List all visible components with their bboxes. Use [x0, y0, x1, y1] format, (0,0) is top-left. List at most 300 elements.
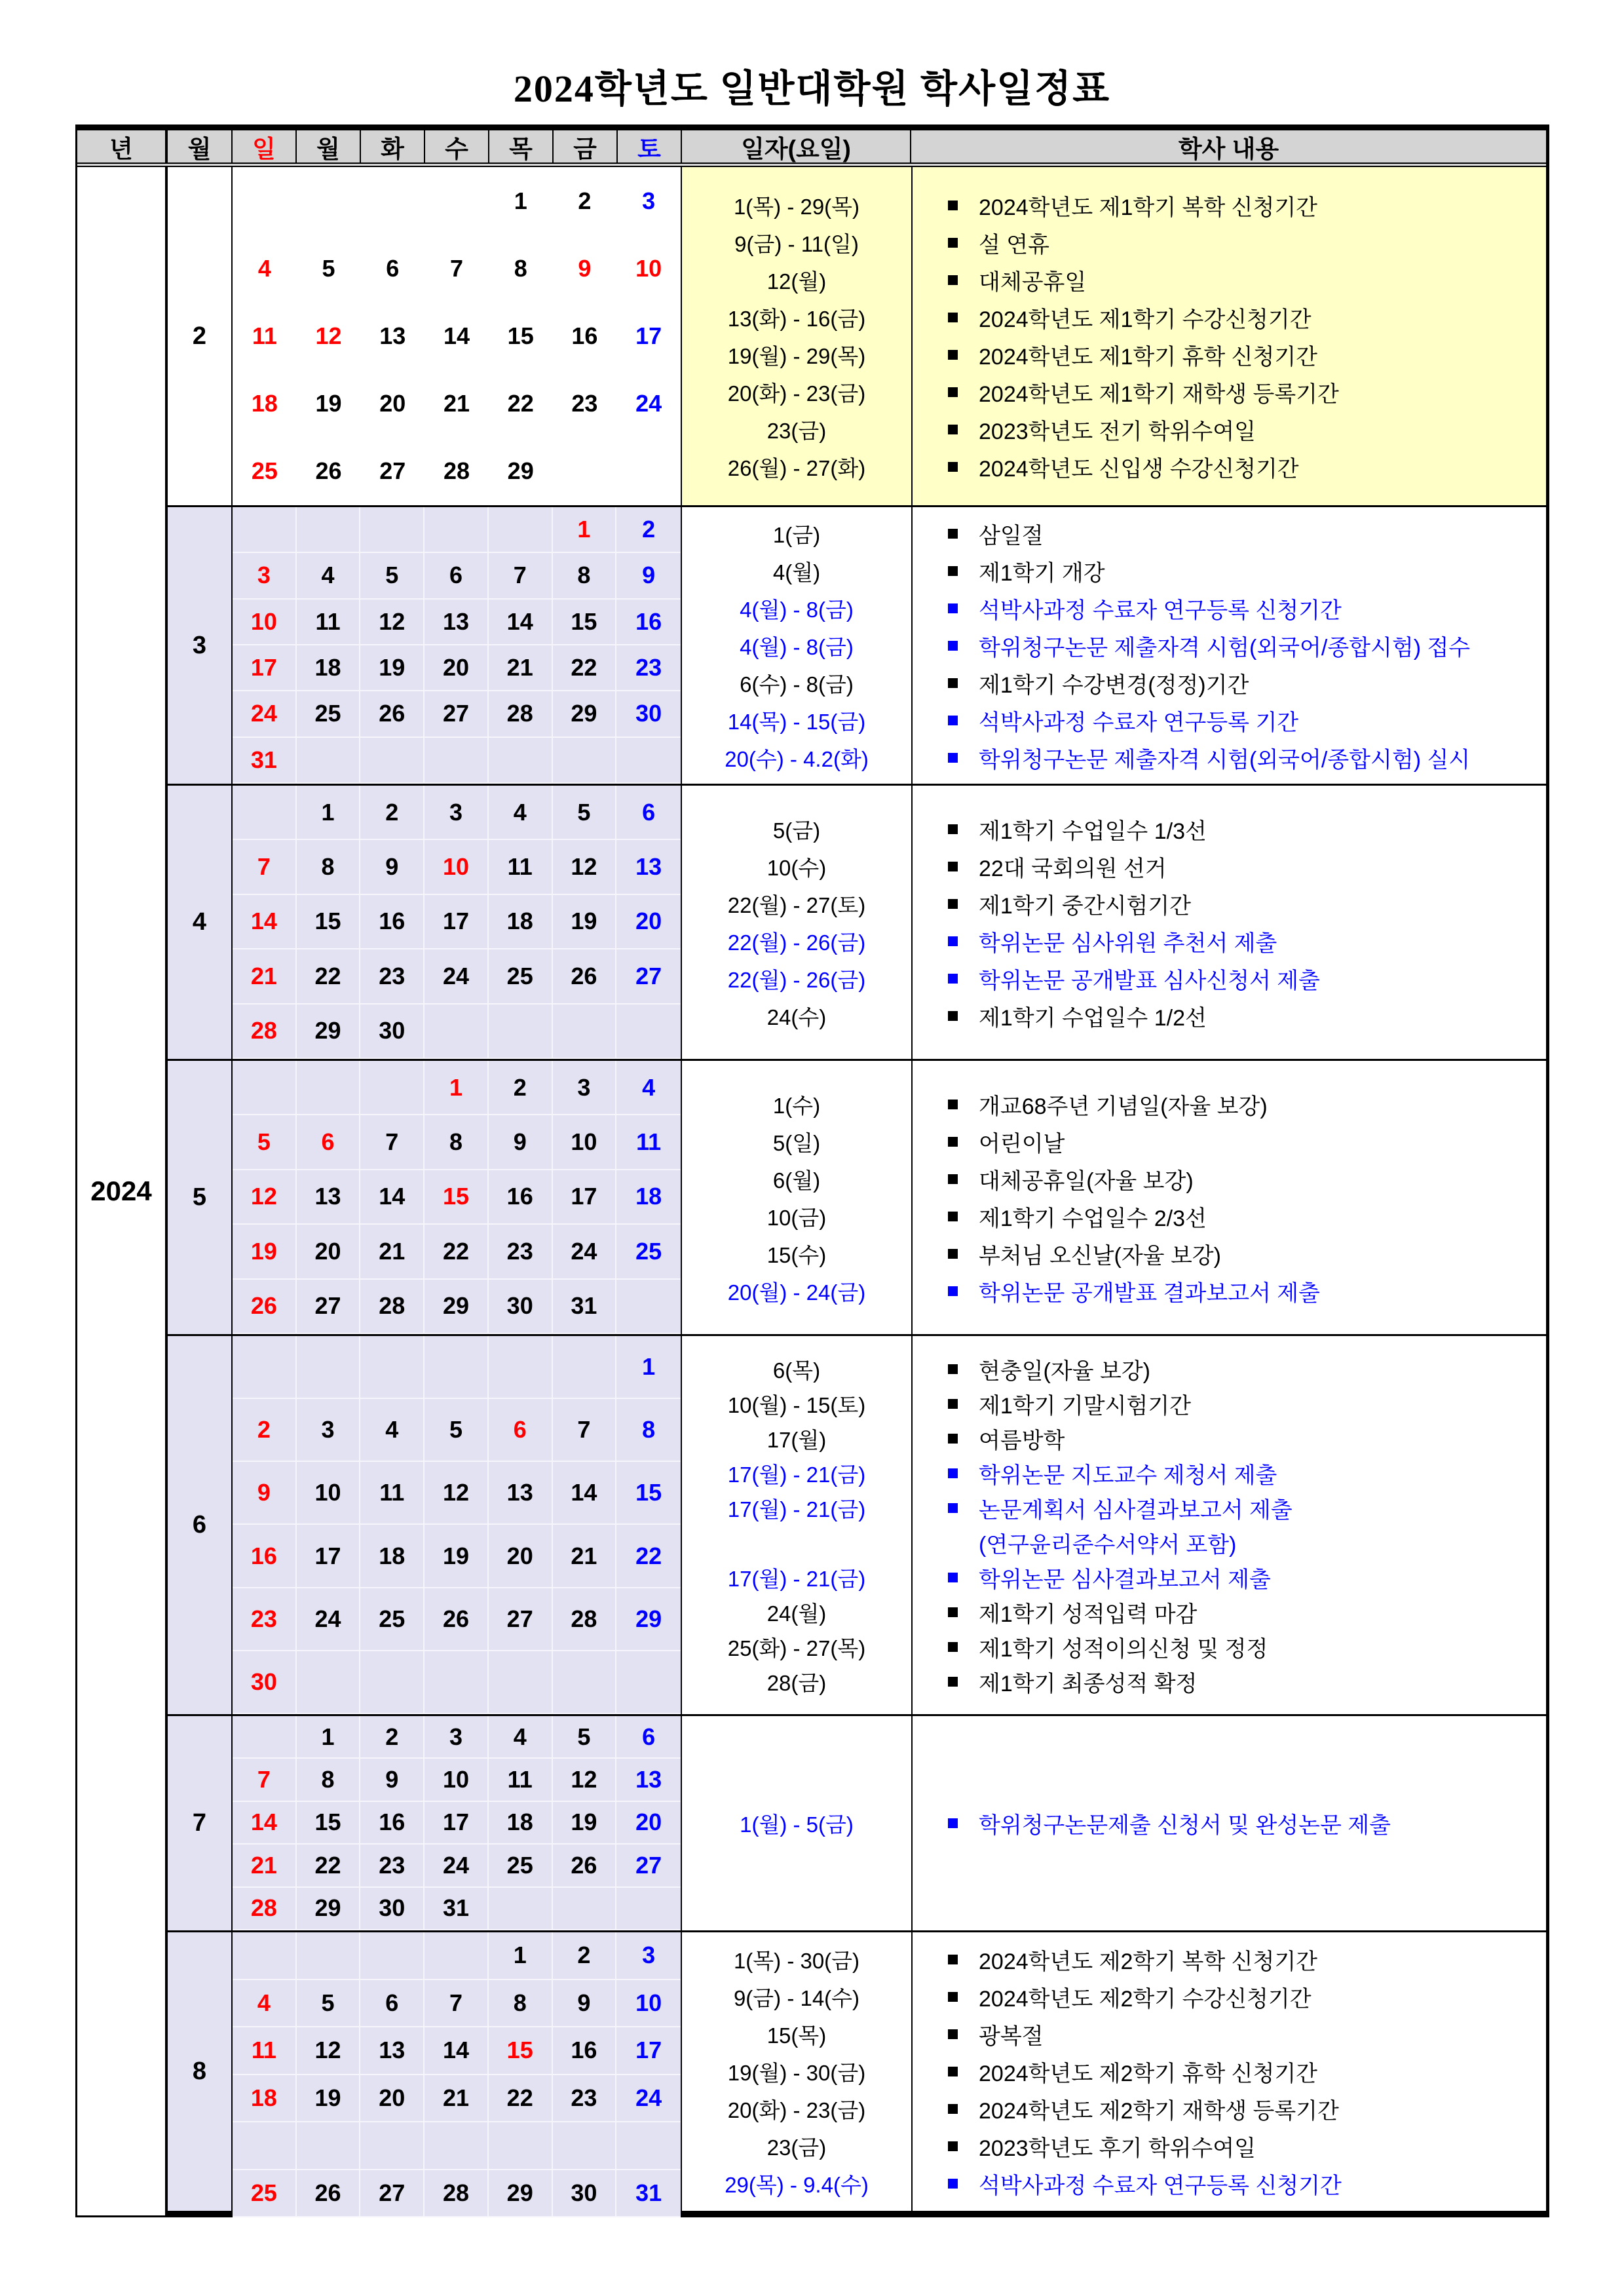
calendar-day: 1 [425, 1061, 489, 1115]
calendar-empty-cell [360, 1651, 425, 1714]
calendar-day: 31 [425, 1888, 489, 1930]
calendar-empty-cell [233, 167, 297, 235]
calendar-day: 18 [616, 1170, 681, 1225]
calendar-day: 19 [233, 1225, 297, 1279]
calendar-empty-cell [360, 167, 425, 235]
event-entry [911, 1423, 1546, 1455]
calendar-day: 13 [425, 600, 489, 645]
month-schedule [682, 1716, 1546, 1930]
event-text: 대체공휴일(자율 보강) [979, 1168, 1194, 1194]
calendar-empty-cell [616, 1888, 681, 1930]
calendar-day: 11 [489, 1759, 553, 1801]
table-body [77, 167, 1546, 2217]
calendar-day: 5 [297, 1980, 361, 2028]
calendar-day: 5 [360, 553, 425, 599]
calendar-day: 8 [297, 1759, 361, 1801]
calendar-empty-cell [297, 1651, 361, 1714]
month-label-cell [168, 1716, 233, 1930]
calendar-day: 23 [553, 2075, 617, 2123]
calendar-day: 17 [616, 2027, 681, 2075]
calendar-day: 12 [315, 322, 342, 349]
calendar-day: 10 [425, 840, 489, 894]
calendar-empty-cell [360, 738, 425, 784]
mini-calendar [233, 1716, 682, 1930]
event-text: 개교68주년 기념일(자율 보강) [979, 1094, 1268, 1119]
event-text: 학위논문 심사결과보고서 제출 [979, 1567, 1271, 1592]
event-entry [911, 1238, 1546, 1270]
date-column-divider [911, 786, 913, 1059]
event-entry [911, 2056, 1546, 2088]
calendar-day: 2 [553, 1932, 617, 1980]
calendar-day: 8 [514, 254, 527, 282]
calendar-empty-cell [233, 1932, 297, 1980]
calendar-day: 24 [616, 2075, 681, 2123]
calendar-day: 13 [360, 2027, 425, 2075]
calendar-day: 25 [233, 2170, 297, 2218]
bullet-square-icon [948, 678, 958, 688]
month-row-8 [168, 1930, 1546, 2217]
event-entry [911, 1631, 1546, 1663]
event-row [682, 664, 1546, 702]
bullet-square-icon [948, 2179, 958, 2189]
month-label: 6 [192, 1511, 207, 1539]
month-schedule [682, 1061, 1546, 1334]
month-schedule [682, 1336, 1546, 1714]
bullet-square-icon [948, 2067, 958, 2076]
event-row [682, 1664, 1546, 1699]
event-text: 학위논문 지도교수 제청서 제출 [979, 1463, 1277, 1488]
calendar-empty-cell [233, 2122, 297, 2170]
event-text: 학위청구논문 제출자격 시험(외국어/종합시험) 실시 [979, 747, 1471, 773]
calendar-day: 5 [322, 254, 335, 282]
calendar-day: 24 [425, 949, 489, 1004]
calendar-day: 26 [233, 1280, 297, 1334]
calendar-day: 12 [360, 600, 425, 645]
event-entry [911, 376, 1546, 408]
event-date: 20(월) - 24(금) [727, 1280, 866, 1305]
bullet-square-icon [948, 603, 958, 613]
event-date: 4(월) [772, 560, 821, 584]
calendar-day: 10 [553, 1115, 617, 1170]
bullet-square-icon [948, 1100, 958, 1109]
header-date-col: 일자(요일) [682, 130, 911, 163]
event-entry [911, 451, 1546, 483]
event-row [682, 923, 1546, 960]
calendar-day: 12 [553, 1759, 617, 1801]
calendar-empty-cell [297, 738, 361, 784]
event-row [682, 960, 1546, 997]
calendar-day: 31 [616, 2170, 681, 2218]
calendar-day: 30 [233, 1651, 297, 1714]
calendar-day: 8 [489, 1980, 553, 2028]
calendar-day: 8 [425, 1115, 489, 1170]
event-date: 1(월) - 5(금) [740, 1812, 854, 1837]
event-entry [911, 630, 1546, 662]
calendar-day: 26 [553, 1845, 617, 1887]
bullet-square-icon [948, 425, 958, 434]
event-entry [911, 189, 1546, 221]
calendar-day: 31 [553, 1280, 617, 1334]
calendar-day: 12 [233, 1170, 297, 1225]
calendar-day: 17 [553, 1170, 617, 1225]
month-schedule [682, 167, 1546, 505]
event-text: 제1학기 수강변경(정정)기간 [979, 672, 1249, 698]
event-date: 6(목) [772, 1358, 821, 1383]
calendar-day: 21 [233, 949, 297, 1004]
event-entry [911, 742, 1546, 774]
month-row-2 [168, 167, 1546, 505]
calendar-day: 9 [553, 1980, 617, 2028]
calendar-day: 3 [233, 553, 297, 599]
calendar-empty-cell [425, 1651, 489, 1714]
calendar-empty-cell [233, 1336, 297, 1399]
event-row [682, 448, 1546, 486]
calendar-day: 22 [297, 949, 361, 1004]
calendar-day: 28 [233, 1004, 297, 1059]
event-row [682, 2016, 1546, 2053]
year-column [77, 167, 168, 2217]
calendar-day: 11 [252, 322, 277, 349]
calendar-day: 9 [489, 1115, 553, 1170]
calendar-day: 1 [297, 1716, 361, 1759]
calendar-day: 15 [425, 1170, 489, 1225]
event-row [682, 2165, 1546, 2202]
event-text: 제1학기 개강 [979, 560, 1105, 586]
calendar-day: 22 [489, 2075, 553, 2123]
calendar-day: 20 [616, 895, 681, 949]
event-date: 13(화) - 16(금) [727, 307, 866, 331]
event-date: 17(월) - 21(금) [727, 1566, 866, 1591]
calendar-day: 15 [616, 1462, 681, 1525]
event-entry [911, 1943, 1546, 1976]
event-row [682, 1160, 1546, 1198]
event-entry [911, 1457, 1546, 1489]
event-text: 2024학년도 제1학기 재학생 등록기간 [979, 382, 1339, 407]
date-column-divider [911, 167, 913, 505]
bullet-square-icon [948, 1364, 958, 1374]
calendar-day: 18 [251, 390, 278, 417]
bullet-square-icon [948, 462, 958, 472]
event-date: 25(화) - 27(목) [727, 1636, 866, 1660]
event-entry [911, 518, 1546, 550]
event-row [682, 1123, 1546, 1160]
calendar-day: 7 [360, 1115, 425, 1170]
calendar-empty-cell [360, 1932, 425, 1980]
calendar-day: 22 [553, 645, 617, 691]
event-entry [911, 2168, 1546, 2200]
event-entry [911, 1527, 1546, 1559]
calendar-day: 21 [360, 1225, 425, 1279]
calendar-day: 1 [514, 187, 527, 214]
calendar-day: 22 [507, 390, 534, 417]
date-column-divider [911, 1932, 913, 2211]
event-entry [911, 1275, 1546, 1307]
event-row [682, 997, 1546, 1035]
calendar-day: 23 [489, 1225, 553, 1279]
event-row [682, 627, 1546, 664]
event-date: 1(목) - 30(금) [733, 1949, 860, 1973]
event-entry [911, 2093, 1546, 2125]
calendar-empty-cell [553, 738, 617, 784]
calendar-day: 10 [616, 1980, 681, 2028]
header-month: 월 [168, 130, 233, 163]
calendar-day: 27 [616, 1845, 681, 1887]
calendar-day: 7 [553, 1399, 617, 1462]
calendar-day: 3 [425, 786, 489, 840]
calendar-day: 28 [443, 457, 470, 485]
event-entry [911, 1163, 1546, 1195]
calendar-day: 21 [233, 1845, 297, 1887]
calendar-empty-cell [297, 2122, 361, 2170]
calendar-day: 25 [360, 1588, 425, 1651]
calendar-day: 26 [297, 2170, 361, 2218]
event-text: 삼일절 [979, 523, 1044, 548]
event-entry [911, 1561, 1546, 1594]
month-label-cell [168, 1932, 233, 2217]
mini-calendar [233, 507, 682, 784]
calendar-day: 17 [425, 1802, 489, 1845]
calendar-day: 23 [571, 390, 598, 417]
event-text: 제1학기 수업일수 1/2선 [979, 1005, 1207, 1031]
calendar-empty-cell [616, 1004, 681, 1059]
calendar-empty-cell [233, 786, 297, 840]
event-row [682, 1086, 1546, 1123]
calendar-day: 29 [297, 1888, 361, 1930]
calendar-day: 3 [616, 1932, 681, 1980]
calendar-empty-cell [489, 738, 553, 784]
event-text: 제1학기 성적이의신청 및 정정 [979, 1636, 1268, 1662]
event-date: 4(월) - 8(금) [740, 634, 854, 659]
bullet-square-icon [948, 753, 958, 763]
calendar-day: 28 [425, 2170, 489, 2218]
bullet-square-icon [948, 350, 958, 360]
calendar-day: 3 [425, 1716, 489, 1759]
event-date: 9(금) - 14(수) [733, 1986, 860, 2010]
calendar-day: 19 [360, 645, 425, 691]
calendar-day: 10 [635, 254, 662, 282]
calendar-empty-cell [425, 507, 489, 553]
calendar-day: 2 [233, 1399, 297, 1462]
event-text: 2024학년도 제1학기 수강신청기간 [979, 307, 1312, 332]
calendar-empty-cell [233, 1061, 297, 1115]
calendar-day: 25 [297, 691, 361, 737]
calendar-day: 7 [233, 1759, 297, 1801]
calendar-empty-cell [553, 1651, 617, 1714]
calendar-day: 19 [553, 895, 617, 949]
bullet-square-icon [948, 566, 958, 576]
event-text: 대체공휴일 [979, 270, 1087, 295]
calendar-day: 2 [360, 1716, 425, 1759]
calendar-day: 17 [425, 895, 489, 949]
calendar-day: 28 [360, 1280, 425, 1334]
event-row [682, 1421, 1546, 1456]
event-date: 24(수) [766, 1004, 827, 1029]
calendar-day: 30 [360, 1888, 425, 1930]
calendar-day: 8 [616, 1399, 681, 1462]
event-text: 2023학년도 후기 학위수여일 [979, 2136, 1256, 2161]
calendar-day: 8 [297, 840, 361, 894]
calendar-day: 2 [489, 1061, 553, 1115]
event-row [682, 261, 1546, 299]
event-date: 20(수) - 4.2(화) [725, 746, 869, 771]
months-col [168, 167, 1546, 2217]
calendar-day: 24 [553, 1225, 617, 1279]
month-row-4 [168, 784, 1546, 1059]
event-row [682, 1978, 1546, 2016]
event-date: 1(수) [772, 1093, 821, 1118]
event-row [682, 1525, 1546, 1560]
calendar-day: 25 [251, 457, 278, 485]
calendar-day: 11 [360, 1462, 425, 1525]
calendar-day: 26 [315, 457, 342, 485]
event-entry [911, 264, 1546, 296]
calendar-empty-cell [297, 507, 361, 553]
event-row [682, 1941, 1546, 1978]
event-date: 20(화) - 23(금) [727, 381, 866, 406]
event-row [682, 848, 1546, 885]
event-date: 19(월) - 30(금) [727, 2061, 866, 2085]
calendar-day: 14 [233, 1802, 297, 1845]
calendar-empty-cell [360, 2122, 425, 2170]
calendar-day: 13 [379, 322, 406, 349]
calendar-empty-cell [297, 1061, 361, 1115]
event-row [682, 2090, 1546, 2128]
event-text: 학위논문 공개발표 결과보고서 제출 [979, 1280, 1320, 1306]
calendar-day: 28 [553, 1588, 617, 1651]
event-row [682, 1805, 1546, 1842]
calendar-day: 18 [489, 895, 553, 949]
event-entry [911, 301, 1546, 334]
calendar-day: 23 [233, 1588, 297, 1651]
event-text: 2024학년도 제2학기 휴학 신청기간 [979, 2061, 1318, 2086]
calendar-day: 9 [360, 1759, 425, 1801]
header-day-6: 토 [618, 130, 682, 163]
month-label-cell [168, 786, 233, 1059]
calendar-day: 16 [233, 1525, 297, 1588]
calendar-day: 29 [489, 2170, 553, 2218]
calendar-day: 18 [360, 1525, 425, 1588]
bullet-square-icon [948, 824, 958, 834]
calendar-day: 13 [297, 1170, 361, 1225]
month-label-cell [168, 1336, 233, 1714]
calendar-day: 11 [489, 840, 553, 894]
calendar-day: 2 [360, 786, 425, 840]
event-date: 4(월) - 8(금) [740, 597, 854, 622]
calendar-day: 24 [297, 1588, 361, 1651]
calendar-empty-cell [360, 1061, 425, 1115]
calendar-day: 26 [553, 949, 617, 1004]
bullet-square-icon [948, 1468, 958, 1478]
calendar-empty-cell [489, 1336, 553, 1399]
date-column-divider [911, 1061, 913, 1334]
event-row [682, 811, 1546, 848]
event-text: 제1학기 수업일수 2/3선 [979, 1206, 1207, 1231]
calendar-day: 21 [489, 645, 553, 691]
event-text: 2024학년도 제1학기 휴학 신청기간 [979, 345, 1318, 370]
calendar-day: 10 [425, 1759, 489, 1801]
bullet-square-icon [948, 2141, 958, 2151]
event-date: 23(금) [766, 419, 827, 443]
calendar-day: 15 [553, 600, 617, 645]
calendar-day: 18 [233, 2075, 297, 2123]
event-entry [911, 925, 1546, 957]
calendar-empty-cell [233, 507, 297, 553]
event-text: 학위청구논문제출 신청서 및 완성논문 제출 [979, 1813, 1391, 1838]
calendar-day: 7 [489, 553, 553, 599]
event-row [682, 1560, 1546, 1595]
event-date: 14(목) - 15(금) [727, 709, 866, 734]
bullet-square-icon [948, 2029, 958, 2039]
bullet-square-icon [948, 1286, 958, 1296]
event-date: 17(월) - 21(금) [727, 1462, 866, 1487]
calendar-day: 6 [386, 254, 400, 282]
mini-calendar [233, 167, 682, 505]
calendar-day: 14 [443, 322, 470, 349]
calendar-day: 19 [297, 2075, 361, 2123]
event-row [682, 552, 1546, 590]
calendar-empty-cell [425, 1336, 489, 1399]
calendar-day: 5 [553, 786, 617, 840]
event-row [682, 1456, 1546, 1491]
calendar-day: 15 [507, 322, 534, 349]
calendar-empty-cell [360, 507, 425, 553]
event-row [682, 1235, 1546, 1272]
calendar-day: 12 [425, 1462, 489, 1525]
event-row [682, 299, 1546, 336]
event-entry [911, 963, 1546, 995]
calendar-day: 3 [297, 1399, 361, 1462]
event-row [682, 515, 1546, 552]
calendar-empty-cell [489, 507, 553, 553]
calendar-day: 20 [489, 1525, 553, 1588]
calendar-day: 21 [553, 1525, 617, 1588]
month-label-cell [168, 167, 233, 505]
calendar-day: 13 [616, 1759, 681, 1801]
calendar-day: 20 [425, 645, 489, 691]
bullet-square-icon [948, 1011, 958, 1021]
calendar-day: 30 [360, 1004, 425, 1059]
calendar-empty-cell [553, 1004, 617, 1059]
event-date: 1(목) - 29(목) [733, 195, 860, 219]
event-entry [911, 2130, 1546, 2162]
bullet-square-icon [948, 641, 958, 651]
event-date: 22(월) - 26(금) [727, 967, 866, 992]
calendar-day: 18 [297, 645, 361, 691]
bullet-square-icon [948, 1434, 958, 1444]
event-text: 제1학기 수업일수 1/3선 [979, 818, 1207, 844]
calendar-day: 29 [616, 1588, 681, 1651]
calendar-empty-cell [489, 1888, 553, 1930]
calendar-day: 24 [425, 1845, 489, 1887]
mini-calendar [233, 1336, 682, 1714]
bullet-square-icon [948, 313, 958, 322]
event-date: 29(목) - 9.4(수) [725, 2173, 869, 2197]
calendar-day: 20 [297, 1225, 361, 1279]
calendar-day: 28 [489, 691, 553, 737]
calendar-day: 9 [616, 553, 681, 599]
header-day-5: 금 [554, 130, 618, 163]
date-column-divider [911, 1716, 913, 1930]
calendar-empty-cell [616, 2122, 681, 2170]
calendar-day: 10 [233, 600, 297, 645]
calendar-empty-cell [616, 1651, 681, 1714]
event-row [682, 590, 1546, 627]
bullet-square-icon [948, 529, 958, 539]
event-date: 23(금) [766, 2135, 827, 2160]
month-label: 8 [192, 2057, 207, 2085]
event-date: 5(금) [772, 818, 821, 843]
event-text: 2024학년도 제2학기 복학 신청기간 [979, 1949, 1318, 1974]
